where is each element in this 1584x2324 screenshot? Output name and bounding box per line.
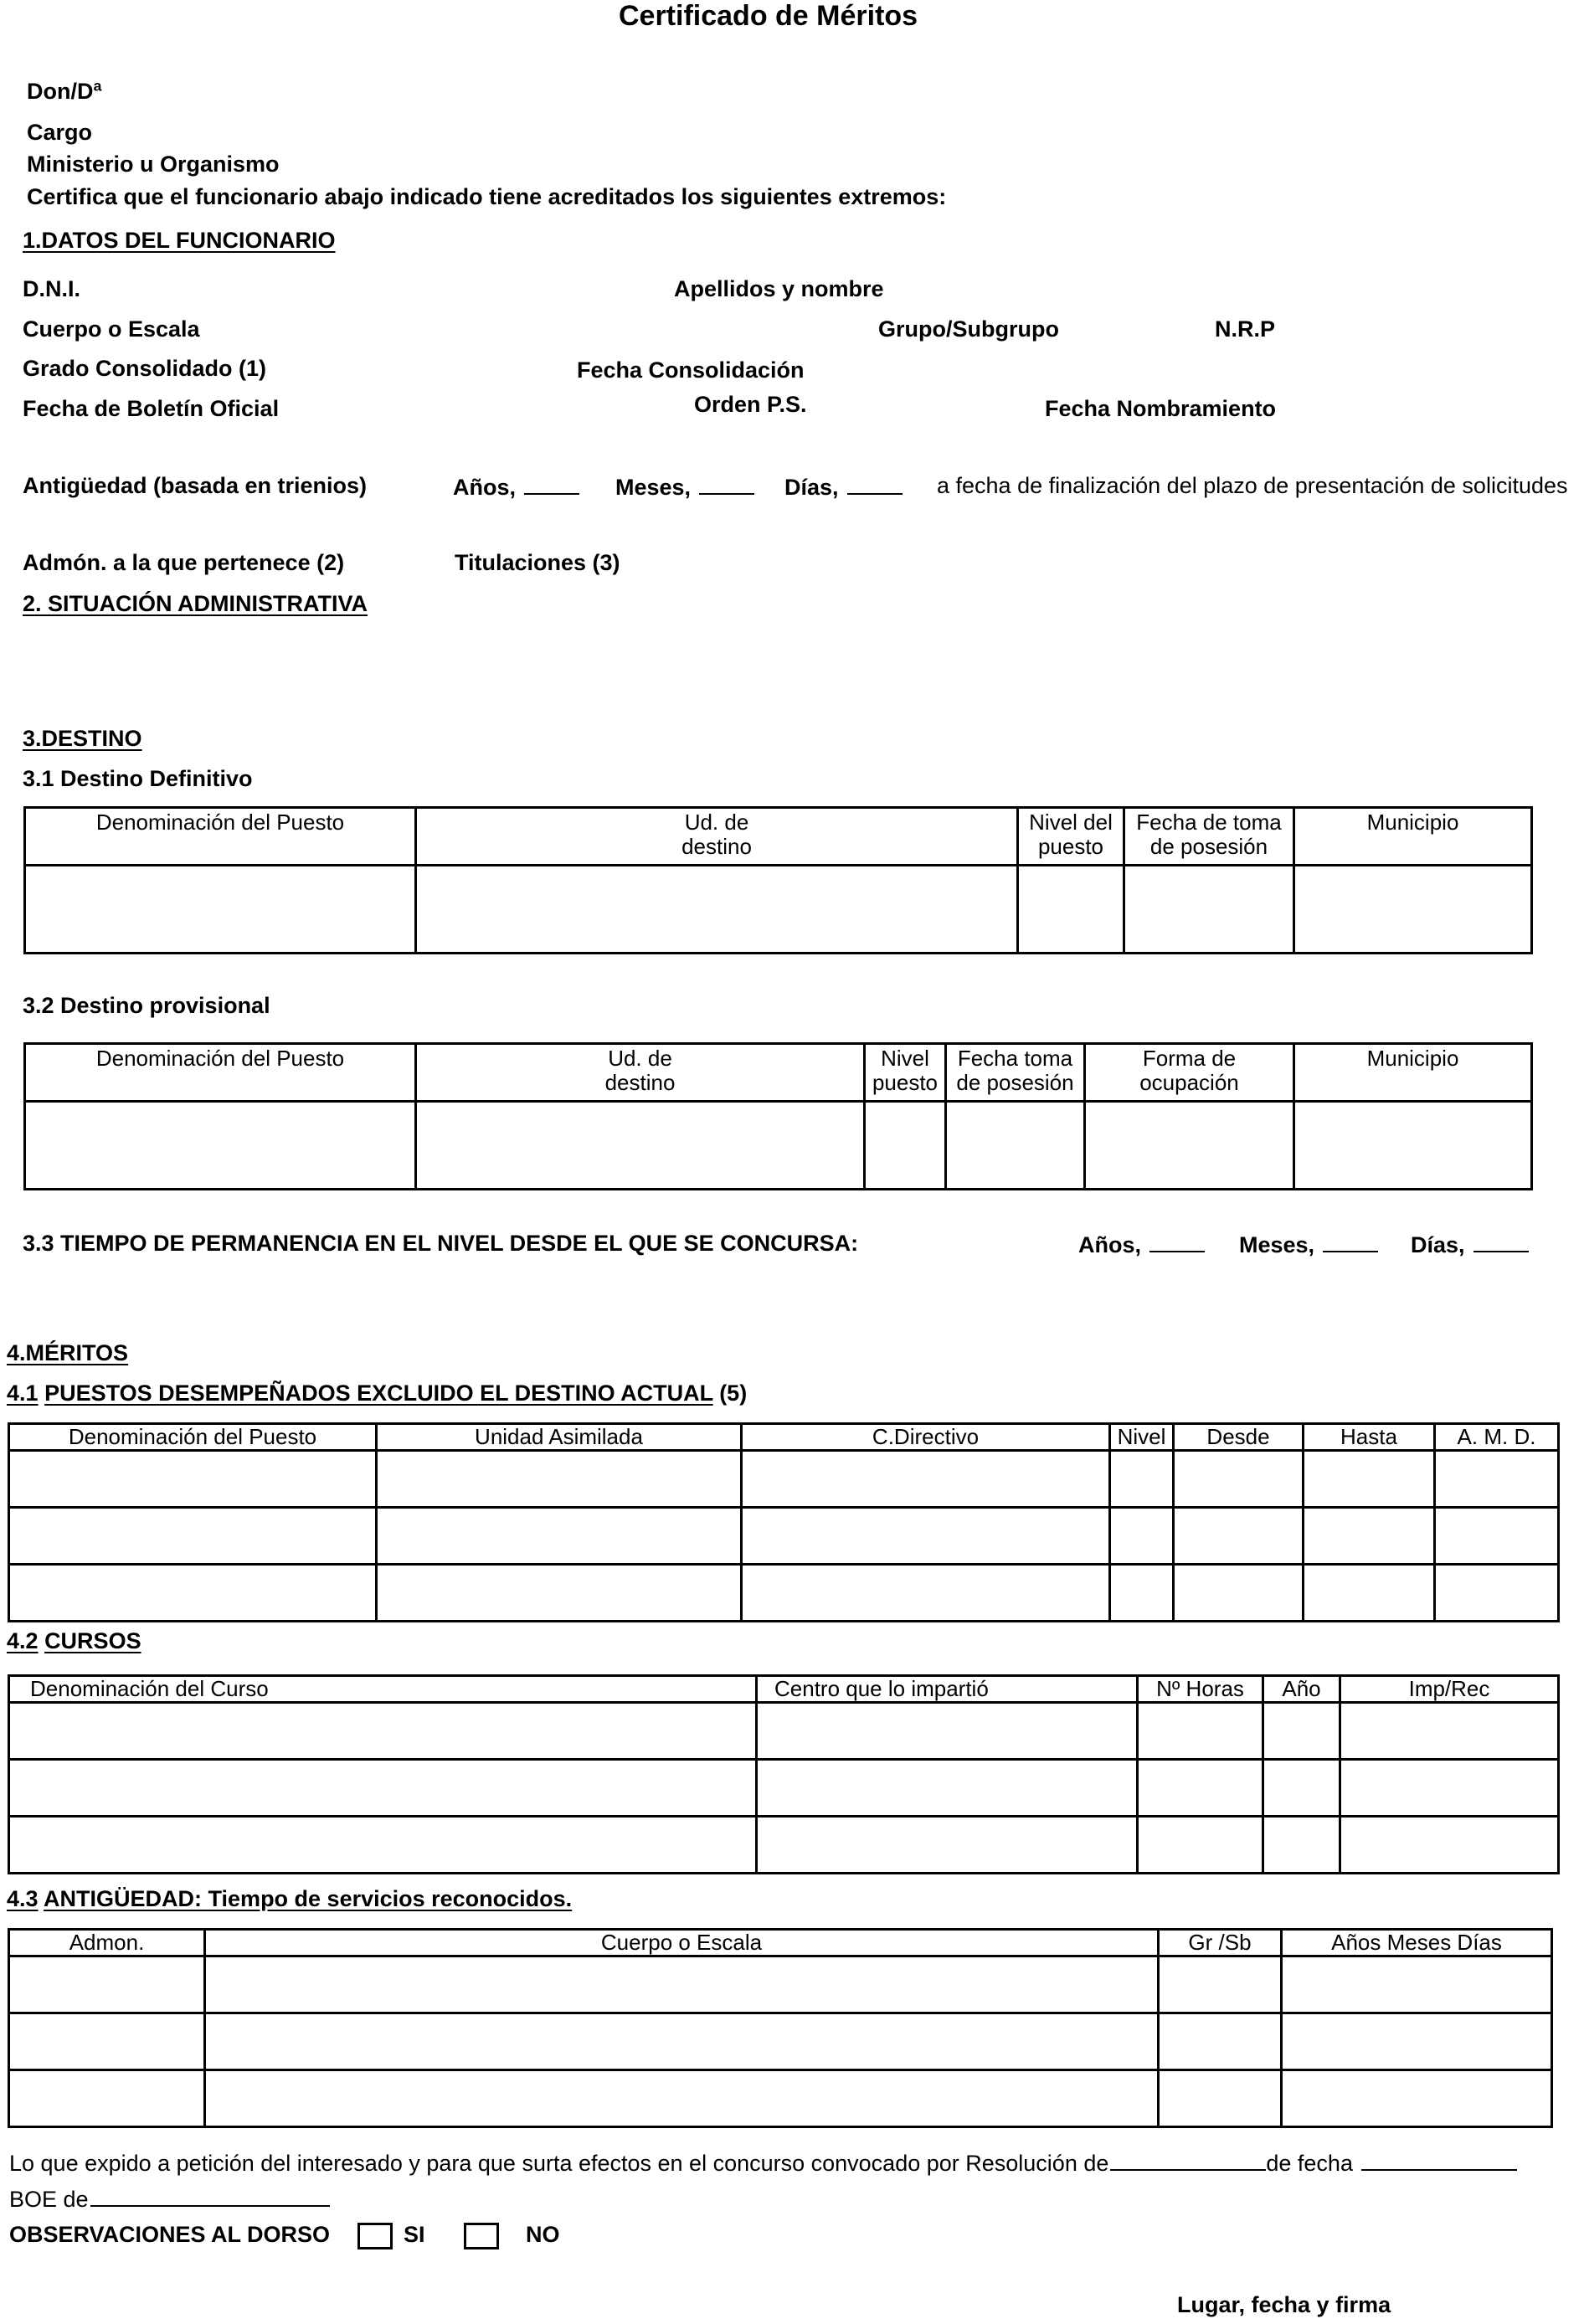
cursos-cell[interactable]: [1263, 1702, 1340, 1759]
de-fecha-label: de fecha: [1266, 2151, 1353, 2176]
section-3-heading: 3.DESTINO: [23, 726, 142, 751]
puestos-cell[interactable]: [1435, 1564, 1559, 1621]
puestos-cell[interactable]: [742, 1564, 1110, 1621]
permanencia-dias: [1411, 1232, 1529, 1257]
no-label: NO: [526, 2222, 560, 2247]
permanencia-meses: [1239, 1232, 1378, 1257]
puestos-cell[interactable]: [377, 1450, 742, 1507]
antig-cell[interactable]: [1159, 2013, 1282, 2069]
puestos-cell[interactable]: [1304, 1507, 1435, 1564]
prov-col-fecha-text: Fecha toma de posesión: [956, 1046, 1074, 1095]
grado-label: Grado Consolidado (1): [23, 356, 267, 381]
destino-definitivo-table: [23, 806, 1533, 954]
boe-line: [9, 2187, 330, 2211]
def-cell[interactable]: [25, 866, 416, 954]
dni-label: D.N.I.: [23, 276, 81, 301]
puestos-cell[interactable]: [742, 1507, 1110, 1564]
puestos-cell[interactable]: [742, 1450, 1110, 1507]
puestos-table: [8, 1422, 1560, 1622]
antig-cell[interactable]: [9, 2013, 205, 2069]
perm-anos-label: Años,: [1078, 1232, 1142, 1257]
apellidos-label: Apellidos y nombre: [674, 276, 884, 301]
antig-col-cuerpo: Cuerpo o Escala: [205, 1930, 1159, 1956]
anos-label: Años,: [453, 475, 517, 500]
antig-cell[interactable]: [1159, 1956, 1282, 2013]
section-2-heading: 2. SITUACIÓN ADMINISTRATIVA: [23, 591, 368, 616]
antig-cell[interactable]: [9, 1956, 205, 2013]
puestos-num: 4.1: [7, 1381, 39, 1406]
def-col-fecha: [1124, 808, 1294, 866]
cursos-cell[interactable]: [1263, 1759, 1340, 1816]
prov-col-denominacion: Denominación del Puesto: [25, 1044, 416, 1102]
puestos-cell[interactable]: [1304, 1450, 1435, 1507]
def-cell[interactable]: [1294, 866, 1532, 954]
antig-cell[interactable]: [9, 2069, 205, 2126]
antiguedad-dias: [784, 475, 903, 499]
cursos-cell[interactable]: [1340, 1702, 1559, 1759]
dias-label: Días,: [784, 475, 839, 500]
def-col-municipio: Municipio: [1294, 808, 1532, 866]
perm-anos-blank: [1149, 1232, 1205, 1252]
destino-definitivo-heading: 3.1 Destino Definitivo: [23, 766, 253, 791]
puestos-cell[interactable]: [9, 1450, 377, 1507]
puestos-cell[interactable]: [1435, 1507, 1559, 1564]
def-col-denominacion: Denominación del Puesto: [25, 808, 416, 866]
cursos-text: CURSOS: [44, 1628, 141, 1653]
prov-col-forma: [1085, 1044, 1294, 1102]
puestos-cell[interactable]: [1304, 1564, 1435, 1621]
cursos-cell[interactable]: [757, 1702, 1138, 1759]
observaciones-label: OBSERVACIONES AL DORSO: [9, 2222, 331, 2247]
si-label: SI: [404, 2222, 425, 2247]
def-col-nivel-text: Nivel del puesto: [1029, 810, 1113, 859]
prov-cell[interactable]: [865, 1102, 946, 1190]
cursos-col-centro: Centro que lo impartió: [757, 1676, 1138, 1703]
puestos-cell[interactable]: [1435, 1450, 1559, 1507]
prov-col-ud-destino-text: Ud. de destino: [604, 1046, 676, 1095]
cursos-col-horas: Nº Horas: [1138, 1676, 1263, 1703]
antig-cell[interactable]: [1282, 2013, 1552, 2069]
def-cell[interactable]: [1124, 866, 1294, 954]
nrp-label: N.R.P: [1215, 316, 1276, 342]
cursos-cell[interactable]: [757, 1759, 1138, 1816]
perm-dias-label: Días,: [1411, 1232, 1465, 1257]
titulaciones-label: Titulaciones (3): [455, 550, 620, 575]
cuerpo-label: Cuerpo o Escala: [23, 316, 200, 342]
puestos-col-cdirectivo: C.Directivo: [742, 1424, 1110, 1451]
puestos-cell[interactable]: [9, 1507, 377, 1564]
antiguedad-servicios-heading: [7, 1888, 572, 1910]
puestos-cell[interactable]: [9, 1564, 377, 1621]
puestos-cell[interactable]: [377, 1507, 742, 1564]
cursos-cell[interactable]: [757, 1816, 1138, 1873]
section-4-heading: 4.MÉRITOS: [7, 1340, 129, 1365]
page-title: Certificado de Méritos: [619, 0, 918, 32]
fecha-nombramiento-label: Fecha Nombramiento: [1045, 396, 1277, 421]
destino-provisional-table: [23, 1042, 1533, 1190]
antig-text: ANTIGÜEDAD: Tiempo de servicios reconocidos.: [44, 1886, 573, 1911]
antig-cell[interactable]: [1282, 1956, 1552, 2013]
anos-blank: [524, 475, 579, 495]
expido-text: Lo que expido a petición del interesado y para que surta efectos en el concurso convocado por Resolución de: [9, 2151, 1109, 2176]
orden-ps-label: Orden P.S.: [694, 392, 807, 417]
antig-cell[interactable]: [1159, 2069, 1282, 2126]
cursos-cell[interactable]: [9, 1759, 757, 1816]
puestos-col-unidad: Unidad Asimilada: [377, 1424, 742, 1451]
cursos-cell[interactable]: [9, 1702, 757, 1759]
puestos-cell[interactable]: [1110, 1564, 1174, 1621]
prov-col-nivel-text: Nivel puesto: [872, 1046, 939, 1095]
puestos-note: (5): [719, 1381, 748, 1406]
a-fecha-text: a fecha de finalización del plazo de presentación de solicitudes: [937, 473, 1568, 498]
puestos-col-hasta: Hasta: [1304, 1424, 1435, 1451]
puestos-col-nivel: Nivel: [1110, 1424, 1174, 1451]
puestos-cell[interactable]: [377, 1564, 742, 1621]
don-label: Don/Dª: [27, 79, 102, 104]
cargo-label: Cargo: [27, 120, 93, 145]
cursos-cell[interactable]: [1263, 1816, 1340, 1873]
antig-cell[interactable]: [205, 1956, 1159, 2013]
antig-col-admon: Admon.: [9, 1930, 205, 1956]
lugar-fecha-firma: Lugar, fecha y firma: [1177, 2292, 1391, 2317]
def-col-ud-destino: [416, 808, 1018, 866]
puestos-text: PUESTOS DESEMPEÑADOS EXCLUIDO EL DESTINO ACTUAL: [44, 1381, 713, 1406]
meses-blank: [699, 475, 754, 495]
prov-col-forma-text: Forma de ocupación: [1139, 1046, 1239, 1095]
perm-meses-blank: [1323, 1232, 1378, 1252]
prov-cell[interactable]: [1294, 1102, 1532, 1190]
antig-col-grsb: Gr /Sb: [1159, 1930, 1282, 1956]
prov-col-fecha: [946, 1044, 1085, 1102]
def-col-nivel: [1018, 808, 1124, 866]
antiguedad-meses: [615, 475, 754, 499]
expido-line: [9, 2151, 1517, 2175]
admon-label: Admón. a la que pertenece (2): [23, 550, 345, 575]
def-cell[interactable]: [416, 866, 1018, 954]
cursos-cell[interactable]: [1138, 1816, 1263, 1873]
cursos-col-imprec: Imp/Rec: [1340, 1676, 1559, 1703]
antiguedad-label: Antigüedad (basada en trienios): [23, 473, 368, 498]
puestos-cell[interactable]: [1110, 1507, 1174, 1564]
boe-blank[interactable]: [90, 2187, 330, 2207]
prov-cell[interactable]: [946, 1102, 1085, 1190]
cursos-col-ano: Año: [1263, 1676, 1340, 1703]
puestos-cell[interactable]: [1110, 1450, 1174, 1507]
cursos-table: [8, 1674, 1560, 1874]
prov-cell[interactable]: [416, 1102, 865, 1190]
cursos-num: 4.2: [7, 1628, 39, 1653]
section-1-heading: 1.DATOS DEL FUNCIONARIO: [23, 228, 336, 253]
si-checkbox[interactable]: [357, 2223, 393, 2249]
antig-num: 4.3: [7, 1886, 39, 1911]
antig-cell[interactable]: [205, 2013, 1159, 2069]
def-cell[interactable]: [1018, 866, 1124, 954]
dias-blank: [847, 475, 903, 495]
boe-label: BOE de: [9, 2187, 89, 2212]
antig-cell[interactable]: [1282, 2069, 1552, 2126]
cursos-col-denominacion: Denominación del Curso: [9, 1676, 757, 1703]
destino-provisional-heading: 3.2 Destino provisional: [23, 993, 270, 1018]
grupo-label: Grupo/Subgrupo: [878, 316, 1059, 342]
no-checkbox[interactable]: [464, 2223, 499, 2249]
puestos-heading: [7, 1382, 747, 1405]
prov-cell[interactable]: [25, 1102, 416, 1190]
ministerio-label: Ministerio u Organismo: [27, 152, 280, 177]
prov-col-ud-destino: [416, 1044, 865, 1102]
puestos-col-desde: Desde: [1174, 1424, 1304, 1451]
tiempo-permanencia-label: 3.3 TIEMPO DE PERMANENCIA EN EL NIVEL DESDE EL QUE SE CONCURSA:: [23, 1231, 859, 1256]
puestos-cell[interactable]: [1174, 1507, 1304, 1564]
cursos-cell[interactable]: [1340, 1816, 1559, 1873]
prov-col-nivel: [865, 1044, 946, 1102]
antig-cell[interactable]: [205, 2069, 1159, 2126]
puestos-cell[interactable]: [1174, 1564, 1304, 1621]
fecha-consolidacion-label: Fecha Consolidación: [577, 357, 805, 383]
puestos-col-denominacion: Denominación del Puesto: [9, 1424, 377, 1451]
puestos-cell[interactable]: [1174, 1450, 1304, 1507]
cursos-heading: [7, 1630, 141, 1653]
permanencia-anos: [1078, 1232, 1205, 1257]
cursos-cell[interactable]: [1138, 1759, 1263, 1816]
cursos-cell[interactable]: [1340, 1759, 1559, 1816]
antiguedad-anos: [453, 475, 579, 499]
def-col-fecha-text: Fecha de toma de posesión: [1136, 810, 1282, 859]
de-fecha-blank[interactable]: [1361, 2151, 1517, 2171]
perm-dias-blank: [1473, 1232, 1529, 1252]
resolucion-blank[interactable]: [1110, 2151, 1266, 2171]
prov-cell[interactable]: [1085, 1102, 1294, 1190]
antiguedad-table: [8, 1928, 1553, 2128]
cursos-cell[interactable]: [1138, 1702, 1263, 1759]
fecha-boletin-label: Fecha de Boletín Oficial: [23, 396, 280, 421]
def-col-ud-destino-text: Ud. de destino: [681, 810, 752, 859]
meses-label: Meses,: [615, 475, 692, 500]
perm-meses-label: Meses,: [1239, 1232, 1315, 1257]
prov-col-municipio: Municipio: [1294, 1044, 1532, 1102]
antig-col-amd: Años Meses Días: [1282, 1930, 1552, 1956]
certifica-text: Certifica que el funcionario abajo indicado tiene acreditados los siguientes extremos:: [27, 184, 947, 209]
cursos-cell[interactable]: [9, 1816, 757, 1873]
puestos-col-amd: A. M. D.: [1435, 1424, 1559, 1451]
